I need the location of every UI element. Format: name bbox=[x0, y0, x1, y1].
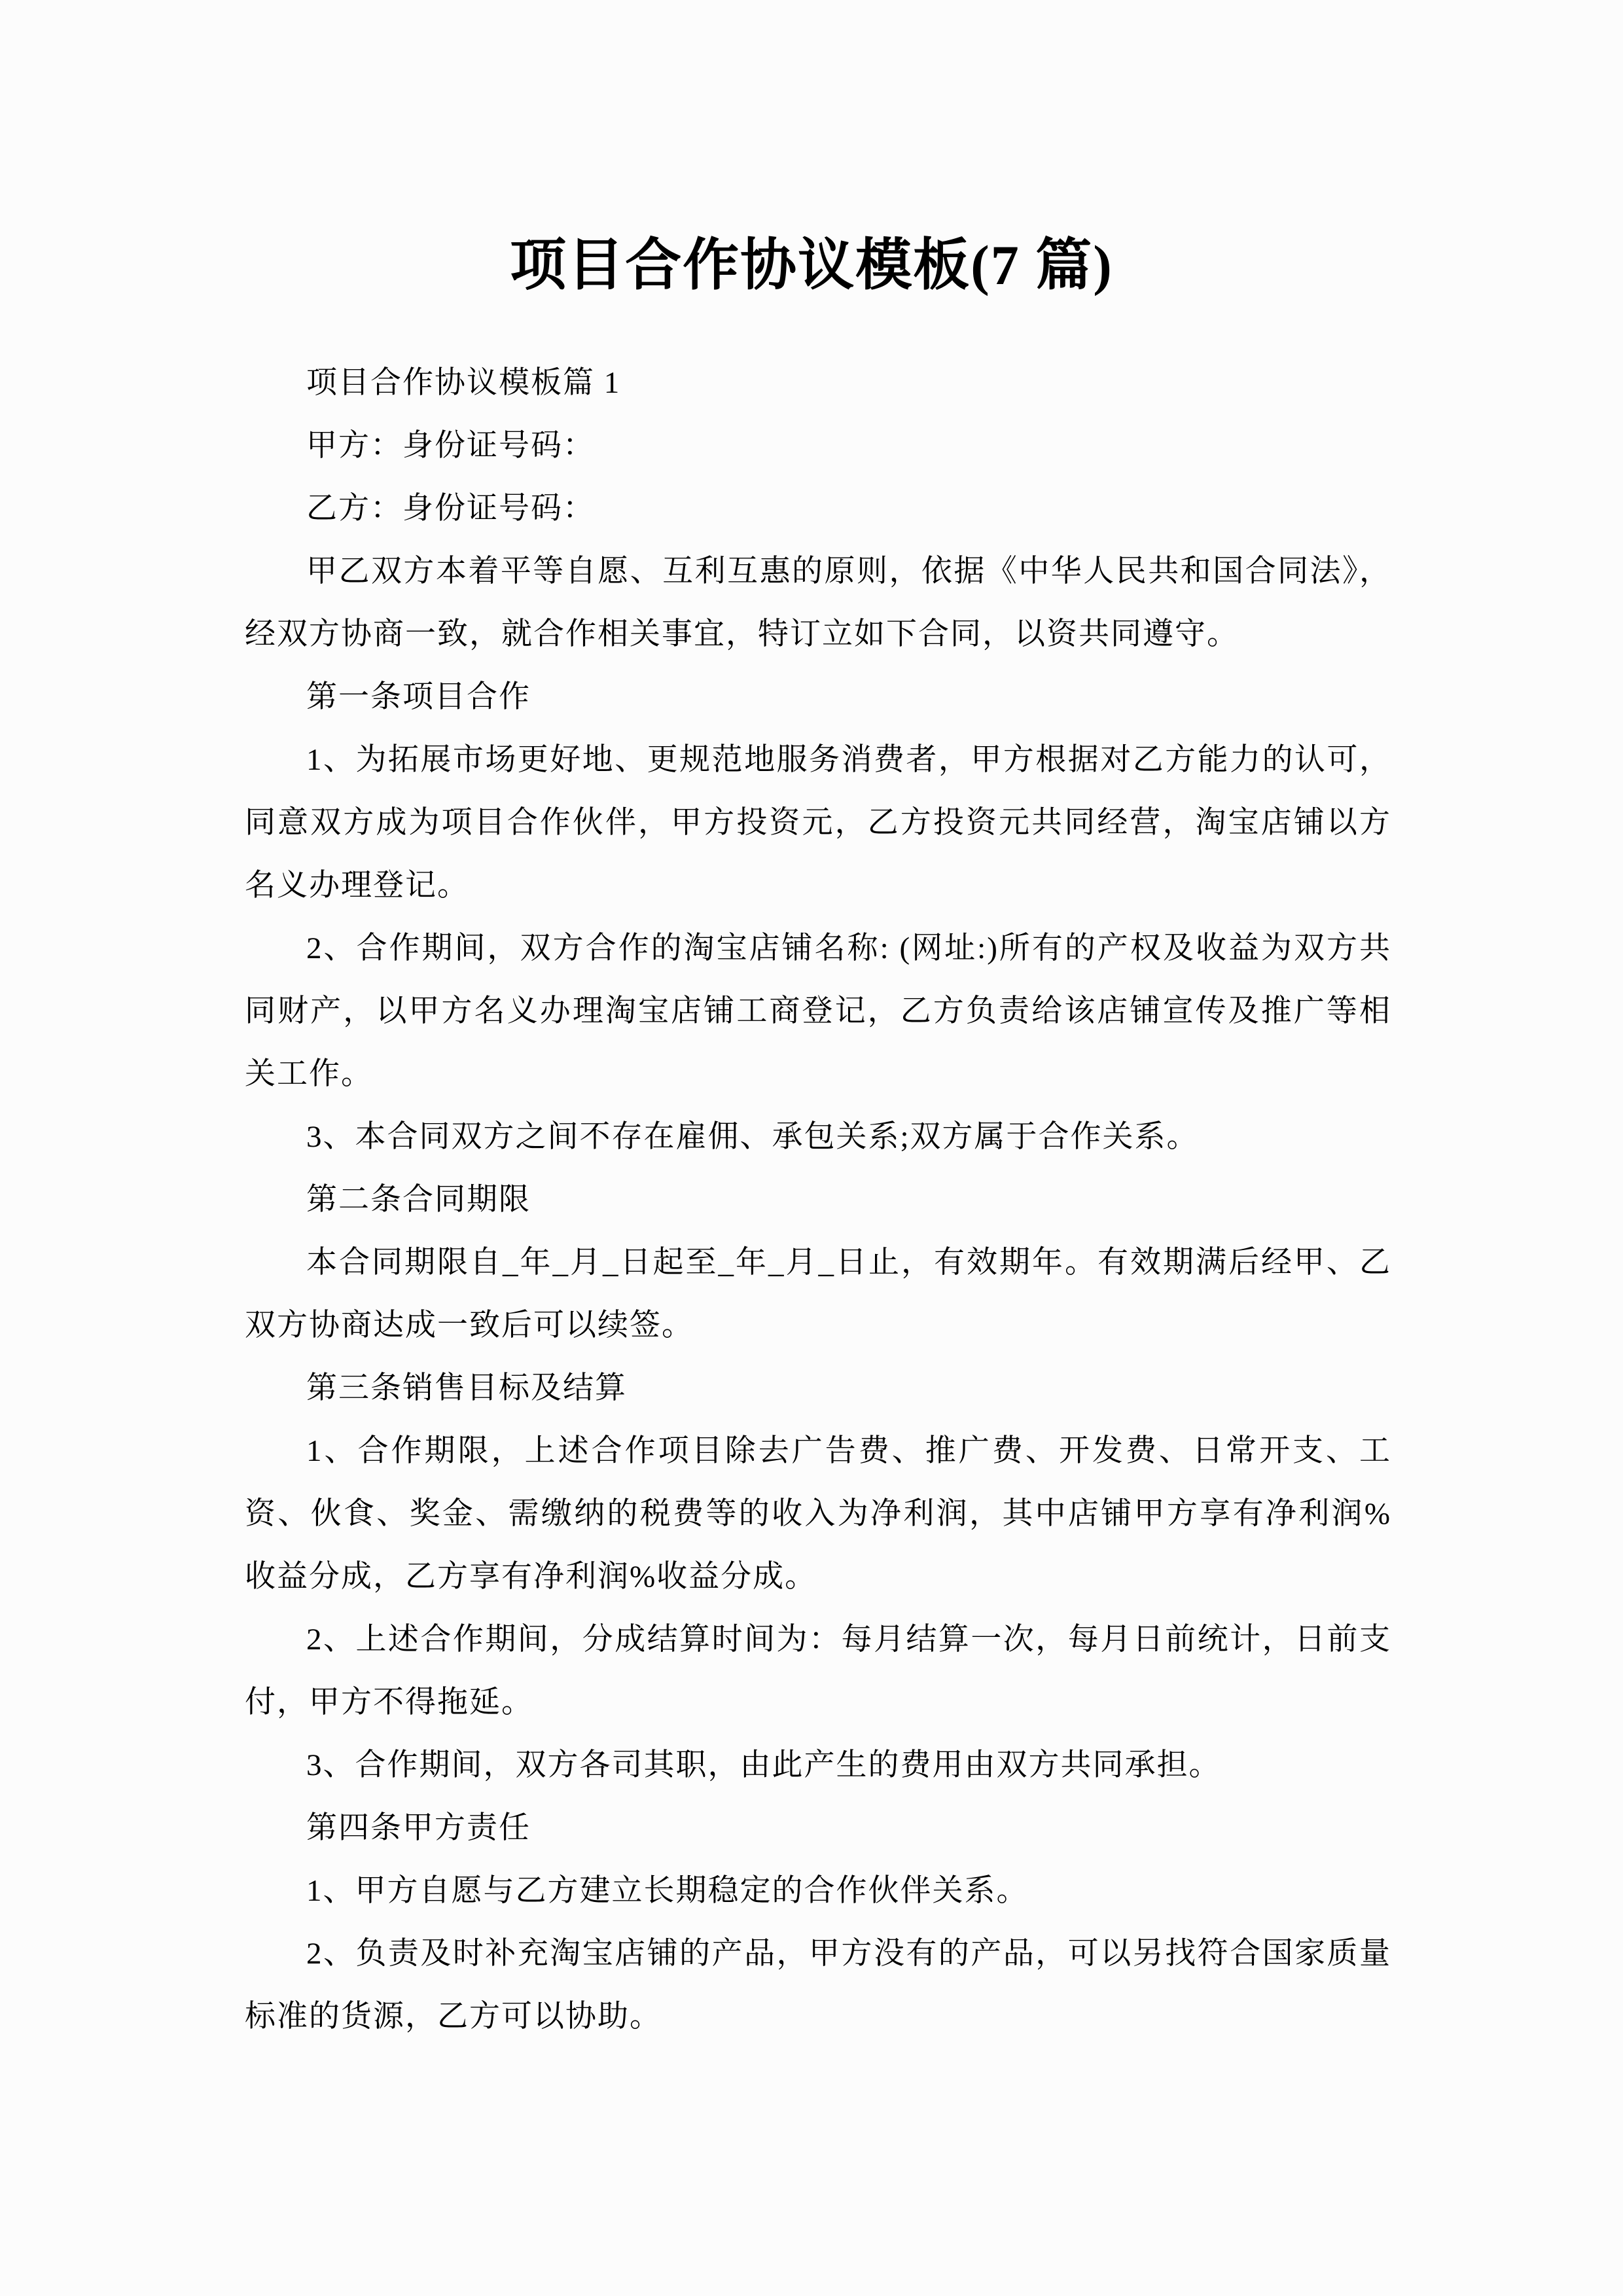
paragraph: 2、负责及时补充淘宝店铺的产品，甲方没有的产品，可以另找符合国家质量标准的货源，乙方可以协助。 bbox=[245, 1937, 1391, 2034]
paragraph: 项目合作协议模板篇 1 bbox=[306, 366, 621, 400]
document-title: 项目合作协议模板(7 篇) bbox=[510, 233, 1113, 296]
paragraph: 第四条甲方责任 bbox=[306, 1811, 531, 1845]
paragraph: 本合同期限自_年_月_日起至_年_月_日止，有效期年。有效期满后经甲、乙双方协商达成一致后可以续签。 bbox=[245, 1246, 1391, 1342]
paragraph: 3、合作期间，双方各司其职，由此产生的费用由双方共同承担。 bbox=[306, 1748, 1221, 1782]
paragraph: 第二条合同期限 bbox=[306, 1183, 531, 1217]
paragraph: 甲乙双方本着平等自愿、互利互惠的原则，依据《中华人民共和国合同法》，经双方协商一致，就合作相关事宜，特订立如下合同，以资共同遵守。 bbox=[245, 554, 1391, 651]
paragraph: 3、本合同双方之间不存在雇佣、承包关系;双方属于合作关系。 bbox=[306, 1120, 1199, 1154]
paragraph: 第三条销售目标及结算 bbox=[306, 1371, 627, 1405]
paragraph: 1、为拓展市场更好地、更规范地服务消费者，甲方根据对乙方能力的认可，同意双方成为项目合作伙伴，甲方投资元，乙方投资元共同经营，淘宝店铺以方名义办理登记。 bbox=[245, 743, 1391, 903]
paragraph: 1、甲方自愿与乙方建立长期稳定的合作伙伴关系。 bbox=[306, 1874, 1029, 1908]
paragraph: 第一条项目合作 bbox=[306, 680, 531, 714]
document-body bbox=[245, 351, 1391, 2048]
paragraph: 2、合作期间，双方合作的淘宝店铺名称: (网址:)所有的产权及收益为双方共同财产，以甲方名义办理淘宝店铺工商登记，乙方负责给该店铺宣传及推广等相关工作。 bbox=[245, 931, 1391, 1091]
paragraph: 甲方：身份证号码： bbox=[306, 429, 595, 463]
paragraph: 乙方：身份证号码： bbox=[306, 492, 595, 526]
paragraph: 1、合作期限，上述合作项目除去广告费、推广费、开发费、日常开支、工资、伙食、奖金、需缴纳的税费等的收入为净利润，其中店铺甲方享有净利润%收益分成，乙方享有净利润%收益分成。 bbox=[245, 1434, 1391, 1594]
paragraph: 2、上述合作期间，分成结算时间为：每月结算一次，每月日前统计，日前支付，甲方不得拖延。 bbox=[245, 1623, 1391, 1719]
